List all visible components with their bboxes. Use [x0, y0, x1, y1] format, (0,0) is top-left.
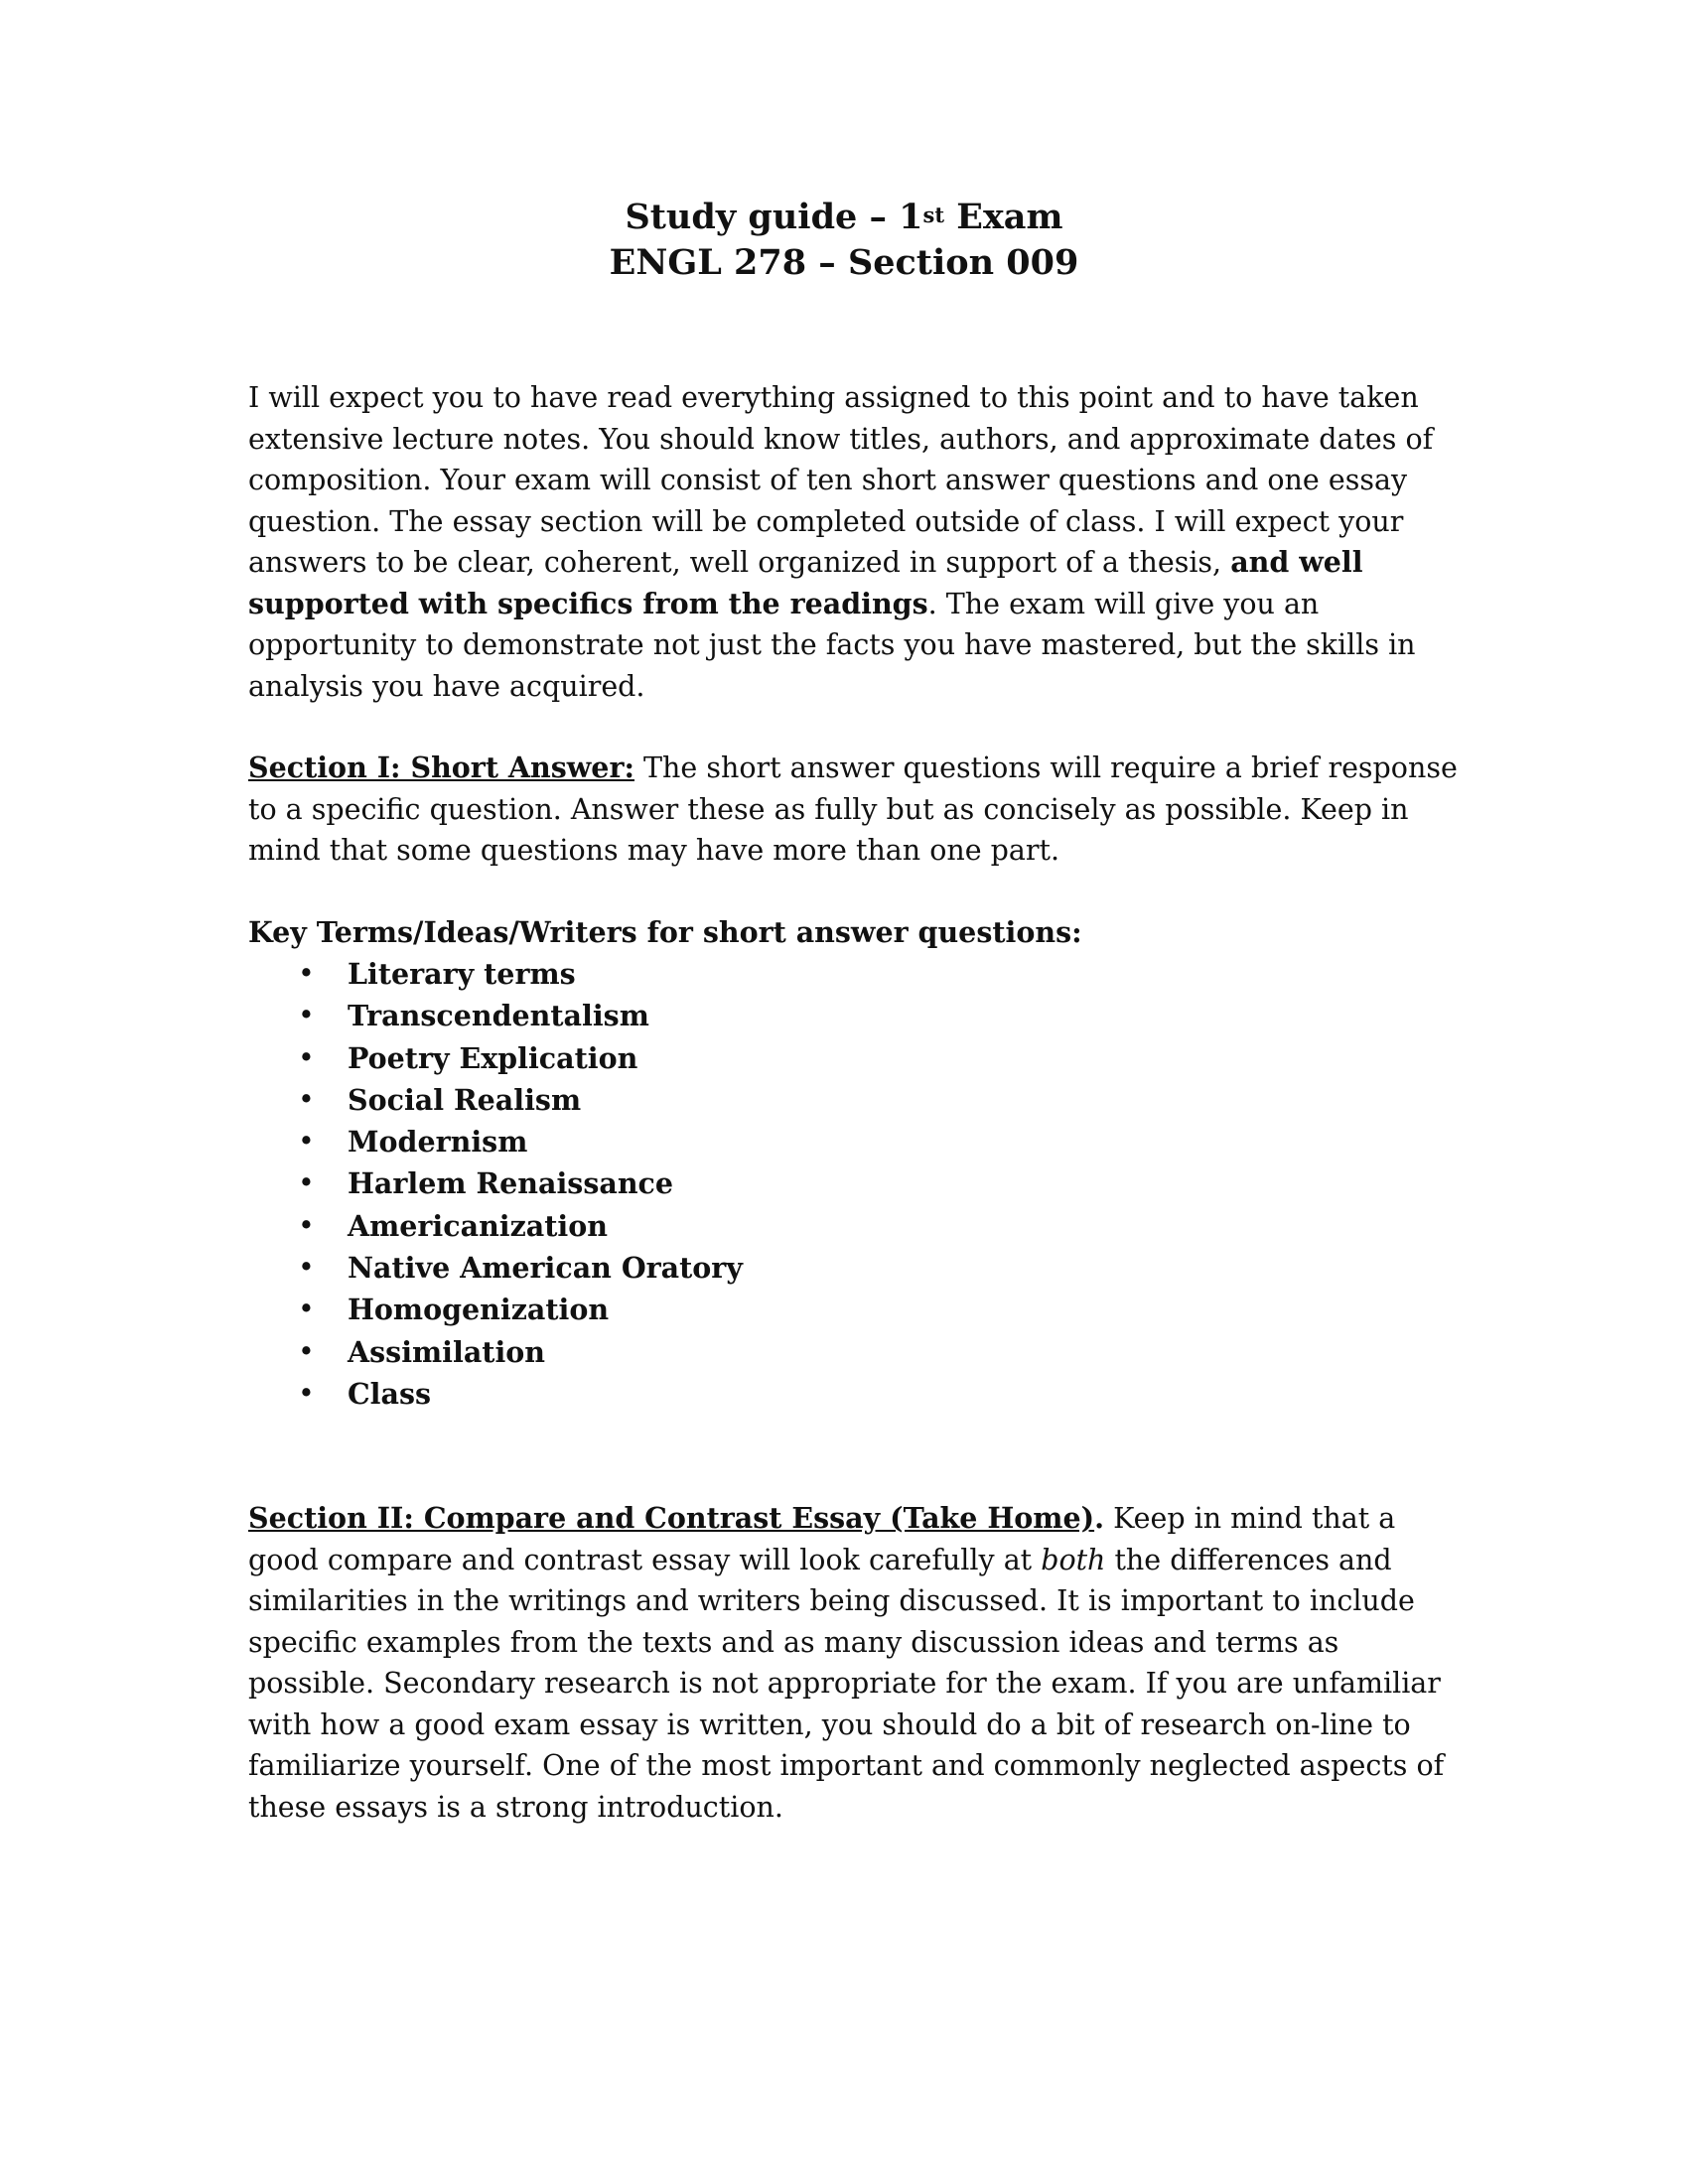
list-item-label: Literary terms — [348, 957, 576, 991]
list-item-label: Assimilation — [348, 1334, 546, 1369]
list-item-label: Class — [348, 1376, 432, 1411]
section-1-paragraph — [248, 748, 1470, 872]
document-title — [0, 195, 1688, 240]
bullet-icon: • — [298, 957, 315, 990]
bullet-icon: • — [298, 1376, 315, 1410]
title-suffix: Exam — [944, 197, 1063, 237]
section-2-heading-period: . — [1094, 1501, 1105, 1536]
list-item — [248, 1331, 1470, 1373]
key-terms-heading-text: Key Terms/Ideas/Writers for short answer questions: — [248, 914, 1082, 949]
bullet-icon: • — [298, 1293, 315, 1326]
key-terms-list — [248, 953, 1470, 1415]
bullet-icon: • — [298, 1082, 315, 1116]
bullet-icon: • — [298, 1208, 315, 1242]
bullet-icon: • — [298, 1040, 315, 1074]
bullet-icon: • — [298, 1125, 315, 1159]
list-item — [248, 1121, 1470, 1162]
section-2-heading: Section II: Compare and Contrast Essay (Take Home) — [248, 1501, 1095, 1536]
intro-bold-text: and well supported with specifics from the readings — [248, 545, 1363, 620]
list-item — [248, 995, 1470, 1036]
list-item — [248, 1289, 1470, 1330]
section-1-body: The short answer questions will require a brief response to a specific question. Answer these as fully but as concisely as possible. Keep in mind that some questions may have more than one part. — [248, 751, 1458, 867]
bullet-icon: • — [298, 999, 315, 1032]
list-item-label: Native American Oratory — [348, 1251, 743, 1286]
key-terms-heading — [248, 912, 1470, 954]
list-item — [248, 953, 1470, 995]
list-item-label: Modernism — [348, 1125, 528, 1160]
list-item — [248, 1373, 1470, 1415]
list-item — [248, 1037, 1470, 1079]
list-item — [248, 1079, 1470, 1121]
list-item — [248, 1205, 1470, 1247]
bullet-icon: • — [298, 1166, 315, 1200]
list-item-label: Harlem Renaissance — [348, 1166, 674, 1201]
list-item — [248, 1162, 1470, 1204]
list-item-label: Americanization — [348, 1208, 608, 1243]
intro-text-2: . The exam will give you an opportunity to demonstrate not just the facts you have mastered, but the skills in analysis you have acquired. — [248, 587, 1416, 703]
section-2-italic-word: both — [1041, 1543, 1106, 1576]
intro-paragraph — [248, 377, 1470, 707]
list-item-label: Homogenization — [348, 1293, 610, 1327]
document-body — [248, 377, 1470, 1828]
bullet-icon: • — [298, 1251, 315, 1285]
bullet-icon: • — [298, 1334, 315, 1368]
section-2-text-1: Keep in mind that a good compare and contrast essay will look carefully at — [248, 1502, 1396, 1576]
list-item-label: Transcendentalism — [348, 999, 649, 1033]
title-text: Study guide – 1 — [625, 197, 923, 237]
list-item-label: Social Realism — [348, 1082, 582, 1117]
section-1-heading: Section I: Short Answer: — [248, 751, 634, 784]
title-block — [0, 195, 1688, 286]
title-superscript: st — [922, 203, 945, 227]
section-2-paragraph — [248, 1498, 1470, 1828]
list-item-label: Poetry Explication — [348, 1040, 638, 1075]
list-item — [248, 1247, 1470, 1289]
course-line: ENGL 278 – Section 009 — [609, 242, 1079, 283]
section-2-text-2: the differences and similarities in the writings and writers being discussed. It is important to include specific examples from the texts and as many discussion ideas and terms as possible. Secondary research is not appropriate for the exam. If you are unfamiliar with how a good exam essay is written, you should do a bit of research on-line to familiarize yourself. One of the most important and commonly neglected aspects of these essays is a strong introduction. — [248, 1543, 1445, 1824]
intro-text-1: I will expect you to have read everything assigned to this point and to have taken extensive lecture notes. You should know titles, authors, and approximate dates of composition. Your exam will consist of ten short answer questions and one essay question. The essay section will be completed outside of class. I will expect your answers to be clear, coherent, well organized in support of a thesis, — [248, 381, 1434, 579]
